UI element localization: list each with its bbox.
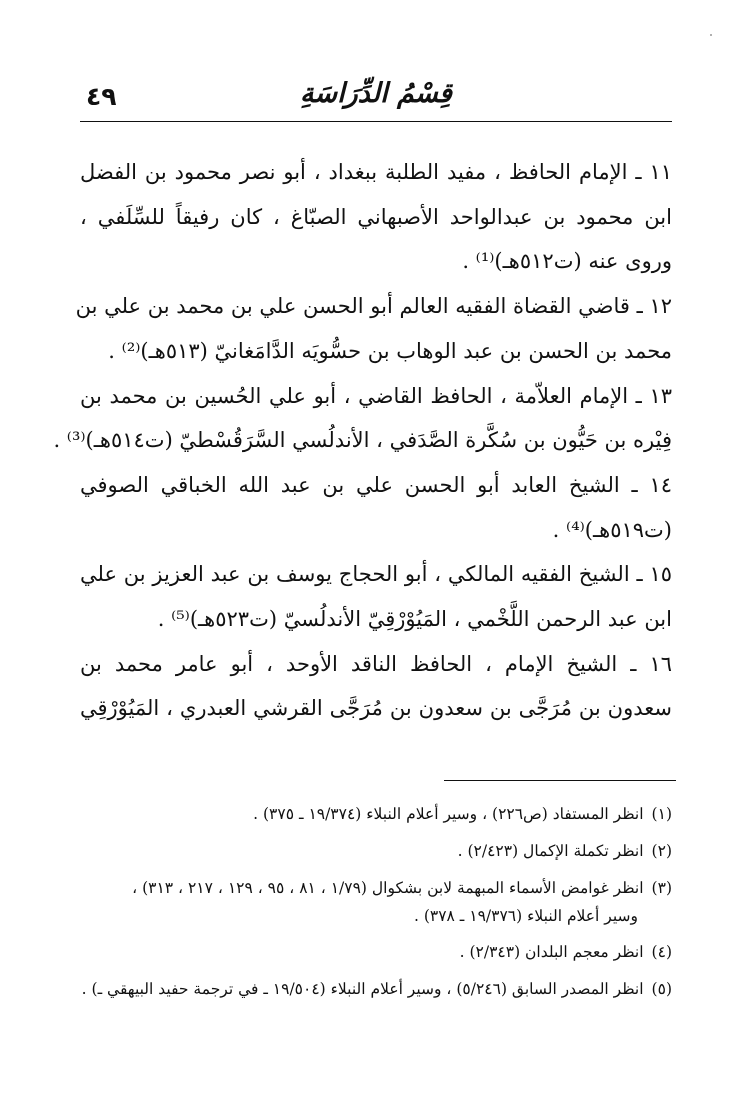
entry-line: ١٦ ـ الشيخ الإمام ، الحافظ الناقد الأوحد ، أبو عامر محمد بن xyxy=(80,651,672,676)
footnote-number: (٥) xyxy=(651,980,672,998)
entry-12 xyxy=(75,284,672,373)
footnote-number: (٣) xyxy=(651,879,672,897)
footnote-text-continued: وسير أعلام النبلاء (١٩/٣٧٦ ـ ٣٧٨) . xyxy=(413,907,638,925)
entry-line: ١١ ـ الإمام الحافظ ، مفيد الطلبة ببغداد ، أبو نصر محمود بن الفضل xyxy=(80,160,672,184)
entry-line: فِيْره بن حَيُّون بن سُكَّرة الصَّدَفي ، الأندلُسي السَّرَقُسْطيّ (ت٥١٤هـ)⁽³⁾ . xyxy=(53,428,672,453)
footnote-text: انظر المصدر السابق (٥/٢٤٦) ، وسير أعلام النبلاء (١٩/٥٠٤ ـ في ترجمة حفيد البيهقي ـ) . xyxy=(81,980,644,998)
footnote-rule xyxy=(444,780,676,781)
page-header xyxy=(80,78,672,122)
footnote-text: انظر تكملة الإكمال (٢/٤٢٣) . xyxy=(457,842,644,860)
body-text xyxy=(53,150,672,731)
scan-speck xyxy=(710,34,712,36)
header-rule xyxy=(80,121,672,122)
footnote-number: (٢) xyxy=(651,842,672,860)
footnote-number: (٤) xyxy=(651,943,672,961)
entry-11 xyxy=(80,150,672,284)
running-title: قِسْمُ الدِّرَاسَةِ xyxy=(300,78,452,109)
footnote-4 xyxy=(80,938,672,966)
entry-line: وروى عنه (ت٥١٢هـ)⁽¹⁾ . xyxy=(462,249,672,274)
entry-line: ابن محمود بن عبدالواحد الأصبهاني الصبّاغ ، كان رفيقاً للسِّلَفي ، xyxy=(80,204,672,229)
entry-13 xyxy=(53,374,672,463)
entry-line: ١٤ ـ الشيخ العابد أبو الحسن علي بن عبد الله الخباقي الصوفي xyxy=(80,472,672,497)
footnote-2 xyxy=(80,837,672,865)
footnotes xyxy=(80,800,672,1012)
entry-line: ١٥ ـ الشيخ الفقيه المالكي ، أبو الحجاج يوسف بن عبد العزيز بن علي xyxy=(80,562,672,587)
footnote-number: (١) xyxy=(651,805,672,823)
entry-line: (ت٥١٩هـ)⁽⁴⁾ . xyxy=(552,517,672,542)
entry-16 xyxy=(80,642,672,731)
footnote-text: انظر غوامض الأسماء المبهمة لابن بشكوال (١/٧٩ ، ٨١ ، ٩٥ ، ١٢٩ ، ٢١٧ ، ٣١٣) ، xyxy=(132,879,644,897)
footnote-1 xyxy=(80,800,672,828)
entry-line: ١٢ ـ قاضي القضاة الفقيه العالم أبو الحسن علي بن محمد بن علي بن xyxy=(75,294,672,319)
entry-line: ابن عبد الرحمن اللَّخْمي ، المَيُوْرْقِيّ الأندلُسيّ (ت٥٢٣هـ)⁽⁵⁾ . xyxy=(157,607,672,632)
footnote-text: انظر المستفاد (ص٢٢٦) ، وسير أعلام النبلاء (١٩/٣٧٤ ـ ٣٧٥) . xyxy=(253,805,644,823)
entry-line: سعدون بن مُرَجَّى بن سعدون بن مُرَجَّى القرشي العبدري ، المَيُوْرْقِي xyxy=(80,696,672,721)
footnote-5 xyxy=(80,975,672,1003)
entry-line: محمد بن الحسن بن عبد الوهاب بن حسُّويَه الدَّامَغانيّ (٥١٣هـ)⁽²⁾ . xyxy=(108,338,672,363)
entry-14 xyxy=(80,463,672,552)
entry-line: ١٣ ـ الإمام العلاّمة ، الحافظ القاضي ، أبو علي الحُسين بن محمد بن xyxy=(80,383,672,408)
entry-15 xyxy=(80,552,672,641)
page-number: ٤٩ xyxy=(86,82,117,111)
footnote-text: انظر معجم البلدان (٢/٣٤٣) . xyxy=(459,943,644,961)
footnote-3 xyxy=(80,874,672,930)
